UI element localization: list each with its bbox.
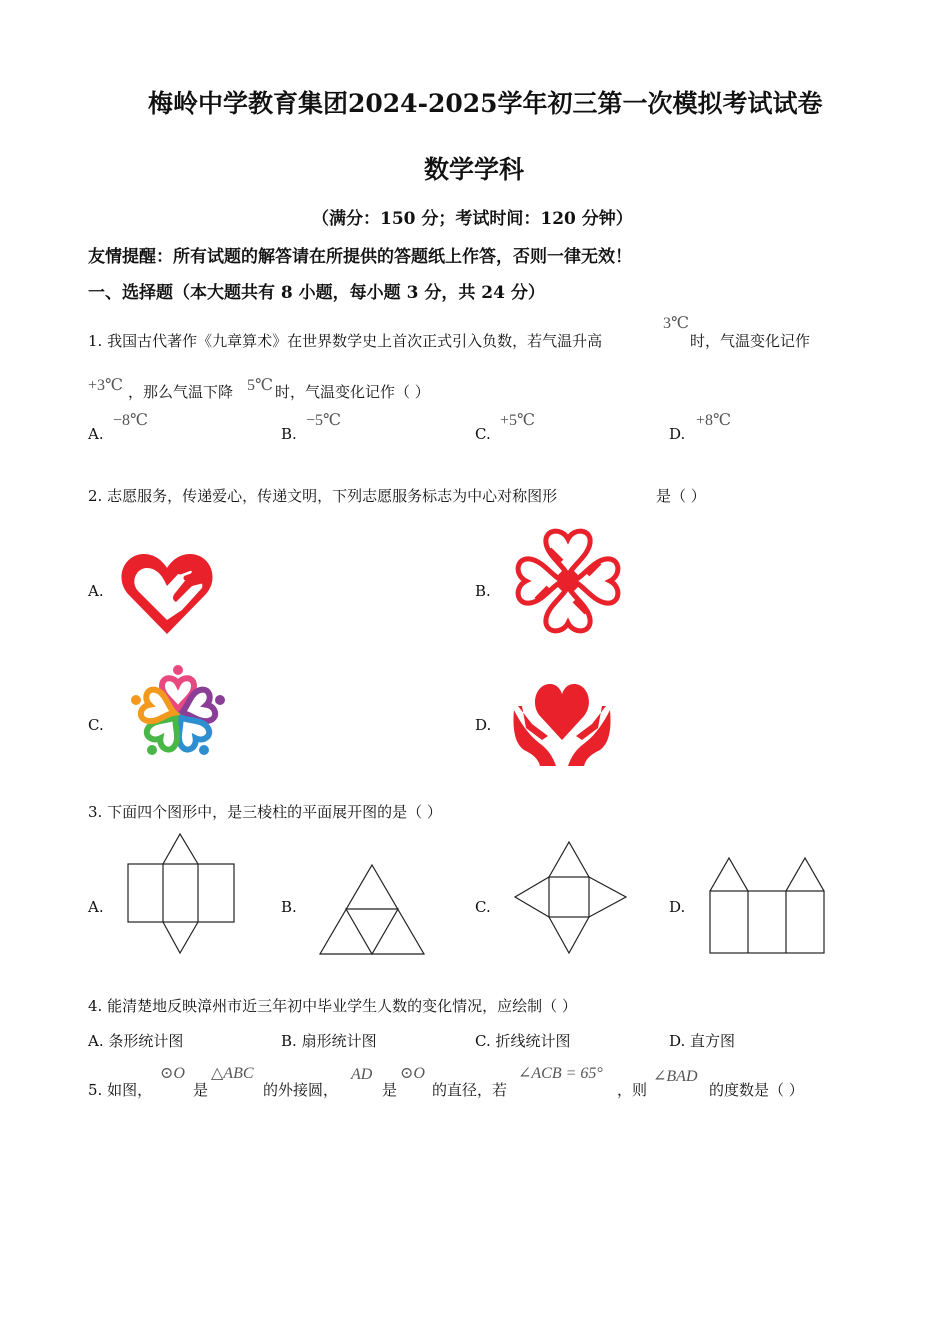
q1-option-b-label: B. — [281, 425, 297, 443]
q5-math-ad: AD — [351, 1066, 373, 1083]
q4-option-d — [669, 1030, 735, 1051]
net-diagram-a — [127, 833, 237, 955]
q1-option-a-value: −8℃ — [113, 412, 148, 429]
q1-option-c-value: +5℃ — [500, 412, 535, 429]
q1-option-d-value: +8℃ — [696, 412, 731, 429]
q5-part-5: 的直径，若 — [432, 1081, 508, 1099]
net-diagram-c — [514, 841, 628, 955]
q4-option-a-label: A. — [88, 1032, 104, 1050]
q3-stem: 3. 下面四个图形中，是三棱柱的平面展开图的是（ ） — [88, 803, 442, 821]
q2-stem: 2. 志愿服务，传递爱心，传递文明，下列志愿服务标志为中心对称图形 — [88, 487, 558, 505]
q1-stem-part4: 时，气温变化记作（ ） — [275, 383, 430, 401]
q5-part-4: 是 — [382, 1081, 398, 1099]
q3-option-c-label: C. — [475, 898, 491, 916]
q4-option-a-value: 条形统计图 — [108, 1032, 184, 1050]
net-diagram-d — [709, 857, 827, 955]
q2-option-c-label: C. — [88, 716, 104, 734]
q2-option-a-label: A. — [88, 582, 104, 600]
q5-part-2: 是 — [193, 1081, 209, 1099]
q4-option-d-label: D. — [669, 1032, 686, 1050]
q4-option-c-label: C. — [475, 1032, 491, 1050]
q4-option-c — [475, 1030, 571, 1051]
q1-stem-part3: ，那么气温下降 — [128, 383, 234, 401]
q1-stem-part2: 时，气温变化记作 — [690, 332, 811, 350]
heart-hand-logo-icon — [120, 548, 215, 638]
q5-math-circle-o-2: ⊙O — [400, 1065, 425, 1082]
q1-option-b-value: −5℃ — [306, 412, 341, 429]
q5-math-circle-o: ⊙O — [160, 1065, 185, 1082]
q4-option-d-value: 直方图 — [690, 1032, 736, 1050]
q4-option-b-label: B. — [281, 1032, 297, 1050]
q4-option-b-value: 扇形统计图 — [301, 1032, 377, 1050]
q2-option-b-label: B. — [475, 582, 491, 600]
reminder: 友情提醒：所有试题的解答请在所提供的答题纸上作答，否则一律无效！ — [88, 247, 632, 267]
q4-option-c-value: 折线统计图 — [495, 1032, 571, 1050]
q1-math-1: 3℃ — [663, 315, 689, 332]
q1-math-3: 5℃ — [247, 377, 273, 394]
q5-math-angle-bad: ∠BAD — [653, 1068, 698, 1085]
q1-math-2: +3℃ — [88, 377, 123, 394]
q5-part-7: 的度数是（ ） — [709, 1081, 804, 1099]
net-diagram-b — [319, 864, 426, 956]
q3-option-a-label: A. — [88, 898, 104, 916]
q5-part-6: ，则 — [617, 1081, 648, 1099]
five-hearts-flower-logo-icon — [124, 662, 232, 766]
q4-option-a — [88, 1030, 183, 1051]
q4-option-b — [281, 1030, 377, 1051]
q5-math-triangle: △ABC — [211, 1065, 254, 1082]
q1-option-d-label: D. — [669, 425, 686, 443]
q5-math-angle-acb: ∠ACB = 65° — [518, 1065, 603, 1082]
section-heading: 一、选择题（本大题共有 8 小题，每小题 3 分，共 24 分） — [88, 283, 545, 303]
q1-option-c-label: C. — [475, 425, 491, 443]
q5-part-3: 的外接圆， — [263, 1081, 339, 1099]
four-hearts-clover-logo-icon — [514, 527, 622, 635]
q3-option-b-label: B. — [281, 898, 297, 916]
subject-title: 数学学科 — [424, 155, 525, 184]
exam-info: （满分：150 分；考试时间：120 分钟） — [312, 209, 633, 229]
hands-holding-heart-logo-icon — [512, 676, 612, 768]
q2-stem-tail: 是（ ） — [656, 487, 706, 505]
q4-stem: 4. 能清楚地反映漳州市近三年初中毕业学生人数的变化情况，应绘制（ ） — [88, 997, 577, 1015]
q1-stem-part1: 1. 我国古代著作《九章算术》在世界数学史上首次正式引入负数，若气温升高 — [88, 332, 603, 350]
page-title: 梅岭中学教育集团2024-2025学年初三第一次模拟考试试卷 — [148, 89, 823, 118]
q2-option-d-label: D. — [475, 716, 492, 734]
q5-part-1: 5. 如图， — [88, 1081, 153, 1099]
q3-option-d-label: D. — [669, 898, 686, 916]
q1-option-a-label: A. — [88, 425, 104, 443]
